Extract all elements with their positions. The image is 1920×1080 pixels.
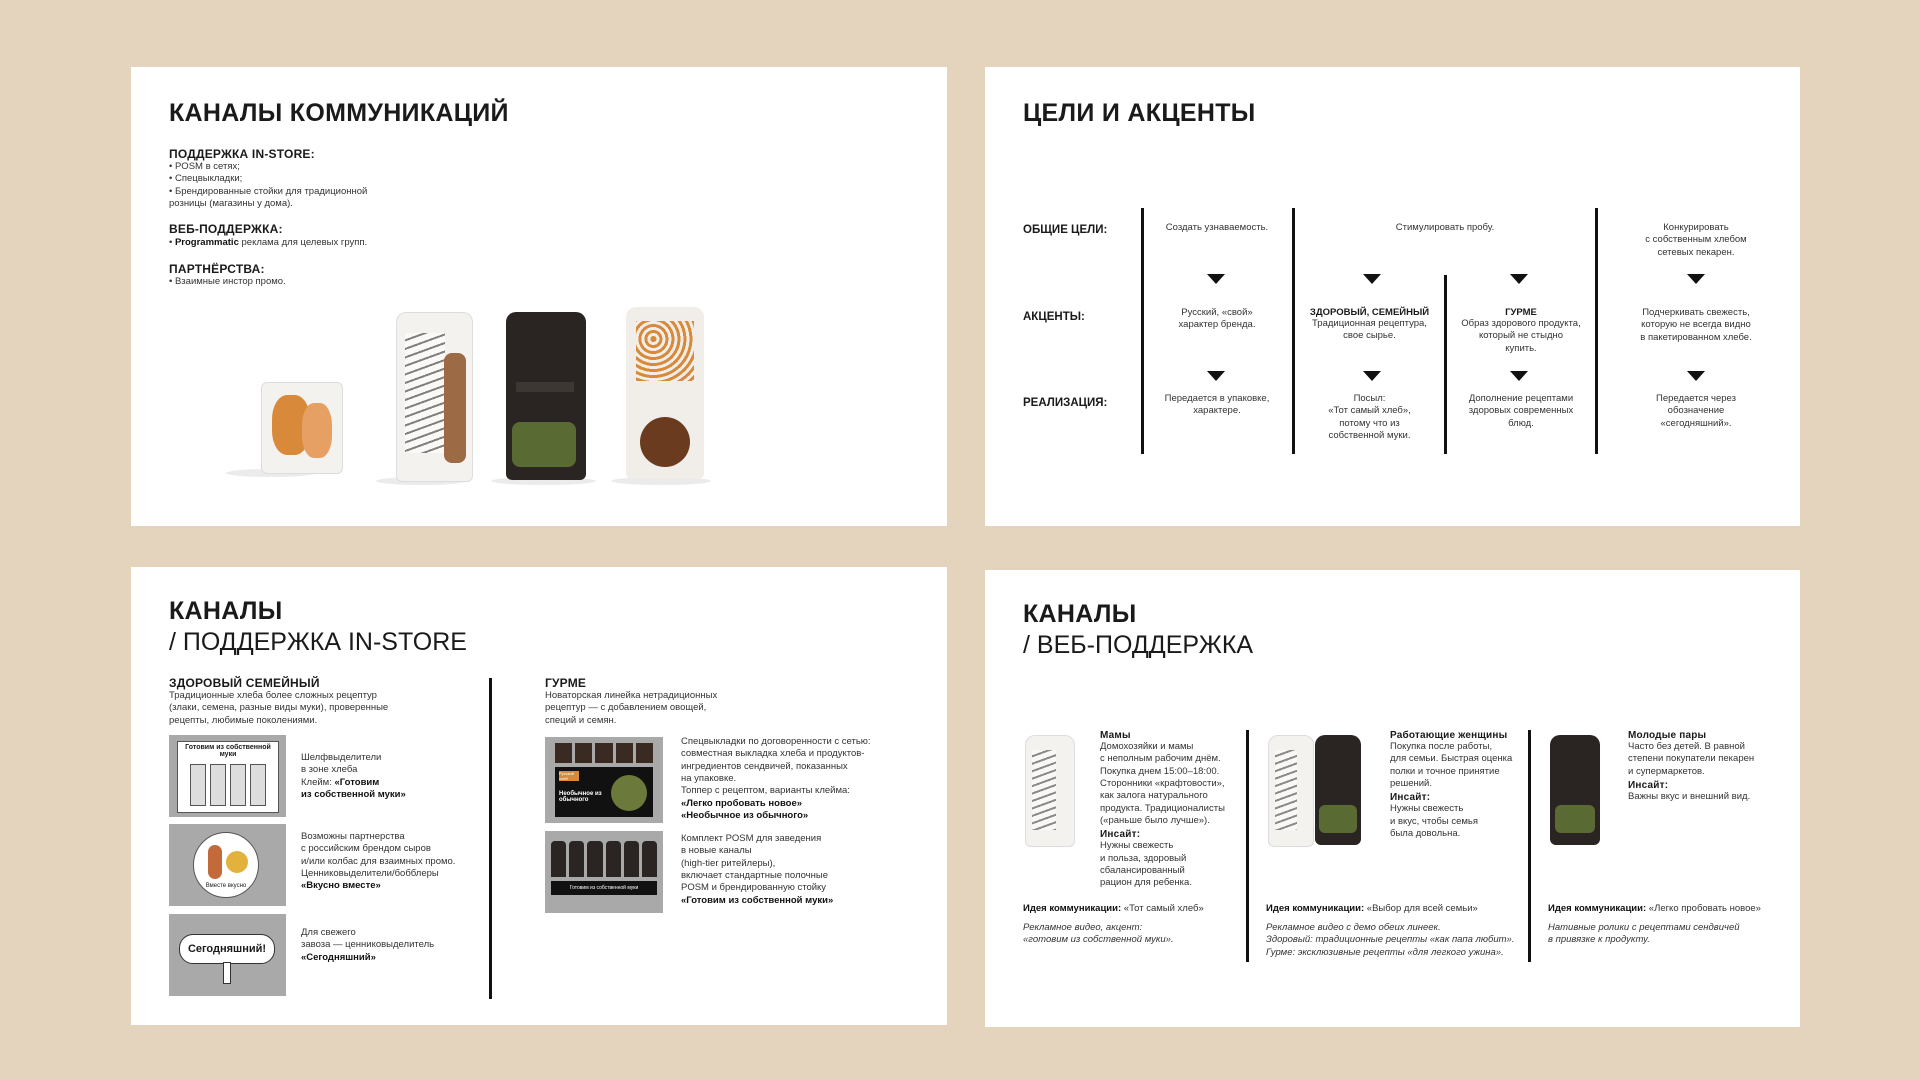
slide-subtitle: / ПОДДЕРЖКА IN-STORE <box>169 628 467 656</box>
arrow-down-icon <box>1687 371 1705 381</box>
product-bag-dark-image <box>1550 735 1600 845</box>
posm-kit-claim: «Готовим из собственной муки» <box>681 894 834 906</box>
arrow-down-icon <box>1207 274 1225 284</box>
web-bold: Programmatic <box>174 237 239 248</box>
photo-label: Необычное из обычного <box>559 791 602 803</box>
section-description: Традиционные хлеба более сложных рецептур (злаки, семена, разные виды муки), проверенные рецепты, любимые поколениями. <box>169 690 389 726</box>
partner-line: • Взаимные инстор промо. <box>169 276 286 287</box>
photo-label: Готовим из собственной муки <box>551 881 657 895</box>
product-bag-gourmet-image <box>626 307 704 479</box>
column-divider <box>489 678 492 999</box>
arrow-down-icon <box>1687 274 1705 284</box>
idea-text: «Легко пробовать новое» <box>1646 903 1761 914</box>
goal-text: Конкурировать с собственным хлебом сетевых пекарен. <box>1645 222 1747 258</box>
brand-logo: Русский хлеб <box>559 771 579 781</box>
product-bag-white-image <box>1025 735 1075 847</box>
arrow-down-icon <box>1363 274 1381 284</box>
column-divider <box>1246 730 1249 962</box>
audience-block <box>1390 730 1530 840</box>
accent-block <box>1448 307 1594 355</box>
fresh-claim: «Сегодняшний» <box>301 951 376 963</box>
column-divider <box>1595 208 1598 454</box>
row-label-accents: АКЦЕНТЫ: <box>1023 311 1085 323</box>
audience-block <box>1628 730 1793 803</box>
realization-text: Посыл: «Тот самый хлеб», потому что из собственной муки. <box>1328 393 1411 442</box>
insight-text: Нужны свежесть и польза, здоровый сбалансированный рацион для ребенка. <box>1100 840 1192 889</box>
section-heading: ГУРМЕ <box>545 676 587 690</box>
accent-heading: ГУРМЕ <box>1505 307 1537 318</box>
special-display-description <box>681 736 911 822</box>
web-heading: ВЕБ-ПОДДЕРЖКА: <box>169 222 283 236</box>
product-bag-dark-image <box>1315 735 1361 845</box>
instore-line: • POSM в сетях; <box>169 161 240 172</box>
product-pack-small-image <box>261 382 343 474</box>
slide-title: КАНАЛЫ КОММУНИКАЦИЙ <box>169 99 509 127</box>
audience-heading: Мамы <box>1100 730 1131 741</box>
realization-text: Передается в упаковке, характере. <box>1164 393 1270 417</box>
slide-communication-channels <box>131 67 947 526</box>
idea-line <box>1266 903 1526 915</box>
photo-label: Готовим из собственной муки <box>185 744 271 758</box>
arrow-down-icon <box>1207 371 1225 381</box>
fresh-text: Для свежего завоза — ценниковыделитель <box>301 927 435 951</box>
web-line: • Programmatic реклама для целевых групп. <box>169 237 368 248</box>
partner-heading: ПАРТНЁРСТВА: <box>169 262 265 276</box>
special-display-text: Спецвыкладки по договоренности с сетью: совместная выкладка хлеба и продуктов- ингредиентов сендвичей, показанных на упаковке. Топпер с рецептом, варианты клейма: <box>681 736 871 797</box>
column-divider <box>1141 208 1144 454</box>
photo-label: Вместе вкусно <box>205 883 247 889</box>
realization-text: Дополнение рецептами здоровых современных блюд. <box>1468 393 1574 429</box>
insight-text: Важны вкус и внешний вид. <box>1628 791 1751 803</box>
product-bag-white-image <box>396 312 473 482</box>
idea-note: Нативные ролики с рецептами сендвичей в привязке к продукту. <box>1548 922 1740 946</box>
shelf-strip-photo <box>169 735 286 817</box>
posm-kit-text: Комплект POSM для заведения в новые каналы (high-tier ритейлеры), включает стандартные полочные POSM и брендированную стойку <box>681 833 828 894</box>
audience-description: Часто без детей. В равной степени покупатели пекарен и супермаркетов. <box>1628 741 1755 777</box>
slide-title: КАНАЛЫ <box>1023 600 1137 628</box>
insight-heading: Инсайт: <box>1390 792 1431 804</box>
insight-heading: Инсайт: <box>1628 780 1669 792</box>
instore-line: • Брендированные стойки для традиционной <box>169 185 368 197</box>
accent-block <box>1297 307 1442 343</box>
posm-kit-photo <box>545 831 663 913</box>
row-label-realization: РЕАЛИЗАЦИЯ: <box>1023 397 1108 409</box>
accent-heading: ЗДОРОВЫЙ, СЕМЕЙНЫЙ <box>1309 307 1430 318</box>
accent-text: Образ здорового продукта, который не стыдно купить. <box>1461 318 1581 354</box>
slide-title: ЦЕЛИ И АКЦЕНТЫ <box>1023 99 1256 127</box>
insight-heading: Инсайт: <box>1100 829 1141 841</box>
instore-line: • Спецвыкладки; <box>169 173 243 185</box>
audience-heading: Молодые пары <box>1628 730 1707 741</box>
partnership-text: Возможны партнерства с российским брендом сыров и/или колбас для взаимных промо. Ценниковыделители/бобблеры <box>301 831 456 880</box>
idea-heading: Идея коммуникации: <box>1266 903 1365 914</box>
arrow-down-icon <box>1363 371 1381 381</box>
row-label-goals: ОБЩИЕ ЦЕЛИ: <box>1023 224 1108 236</box>
slide-subtitle: / ВЕБ-ПОДДЕРЖКА <box>1023 631 1254 659</box>
slide-goals-accents <box>985 67 1800 526</box>
audience-description: Домохозяйки и мамы с неполным рабочим днём. Покупка днем 15:00–18:00. Сторонники «крафтовости», как залога натурального продукта. Традиционалисты («раньше было лучше»). <box>1100 741 1225 827</box>
slide-web-support <box>985 570 1800 1027</box>
audience-block <box>1100 730 1245 890</box>
idea-text: «Выбор для всей семьи» <box>1364 903 1478 914</box>
arrow-down-icon <box>1510 274 1528 284</box>
idea-heading: Идея коммуникации: <box>1023 903 1122 914</box>
goal-text: Стимулировать пробу. <box>1395 222 1495 233</box>
wobbler-photo <box>169 824 286 906</box>
section-description: Новаторская линейка нетрадиционных рецептур — с добавлением овощей, специй и семян. <box>545 690 718 726</box>
product-bag-dark-image <box>506 312 586 480</box>
idea-line <box>1023 903 1243 915</box>
slide-instore-support <box>131 567 947 1025</box>
posm-text: Шелфвыделители в зоне хлеба Клейм: <box>301 752 382 788</box>
price-tag-photo <box>169 914 286 996</box>
display-topper-photo <box>545 737 663 823</box>
partnership-description <box>301 831 481 893</box>
audience-description: Покупка после работы, для семьи. Быстрая оценка полки и точное принятие решений. <box>1390 741 1513 790</box>
audience-heading: Работающие женщины <box>1390 730 1508 741</box>
special-display-claims: «Легко пробовать новое» «Необычное из обычного» <box>681 797 809 822</box>
column-divider <box>1292 208 1295 454</box>
web-rest: реклама для целевых групп. <box>238 237 368 248</box>
idea-text: «Тот самый хлеб» <box>1121 903 1204 914</box>
arrow-down-icon <box>1510 371 1528 381</box>
instore-list <box>169 161 429 210</box>
accent-text: Подчеркивать свежесть, которую не всегда видно в пакетированном хлебе. <box>1640 307 1752 343</box>
column-divider <box>1444 275 1447 454</box>
idea-heading: Идея коммуникации: <box>1548 903 1647 914</box>
posm-claim: «Готовим из собственной муки» <box>301 776 406 801</box>
photo-label: Сегодняшний! <box>179 934 275 964</box>
fresh-description <box>301 927 481 964</box>
realization-text: Передается через обозначение «сегодняшний». <box>1656 393 1736 429</box>
posm-kit-description <box>681 833 911 907</box>
idea-note: Рекламное видео, акцент: «готовим из собственной муки». <box>1023 922 1174 946</box>
instore-line: розницы (магазины у дома). <box>169 198 293 210</box>
section-heading: ЗДОРОВЫЙ СЕМЕЙНЫЙ <box>169 676 320 690</box>
insight-text: Нужны свежесть и вкус, чтобы семья была довольна. <box>1390 803 1478 840</box>
accent-text: Русский, «свой» характер бренда. <box>1178 307 1256 331</box>
product-bag-white-image <box>1268 735 1314 847</box>
accent-text: Традиционная рецептура, свое сырье. <box>1312 318 1427 342</box>
partnership-claim: «Вкусно вместе» <box>301 880 381 892</box>
instore-heading: ПОДДЕРЖКА IN-STORE: <box>169 147 315 161</box>
idea-line <box>1548 903 1793 915</box>
slide-title: КАНАЛЫ <box>169 597 283 625</box>
idea-note: Рекламное видео с демо обеих линеек. Здоровый: традиционные рецепты «как папа любит». Гурме: эксклюзивные рецепты «для легкого ужина». <box>1266 922 1515 958</box>
goal-text: Создать узнаваемость. <box>1165 222 1269 233</box>
posm-description <box>301 752 481 801</box>
